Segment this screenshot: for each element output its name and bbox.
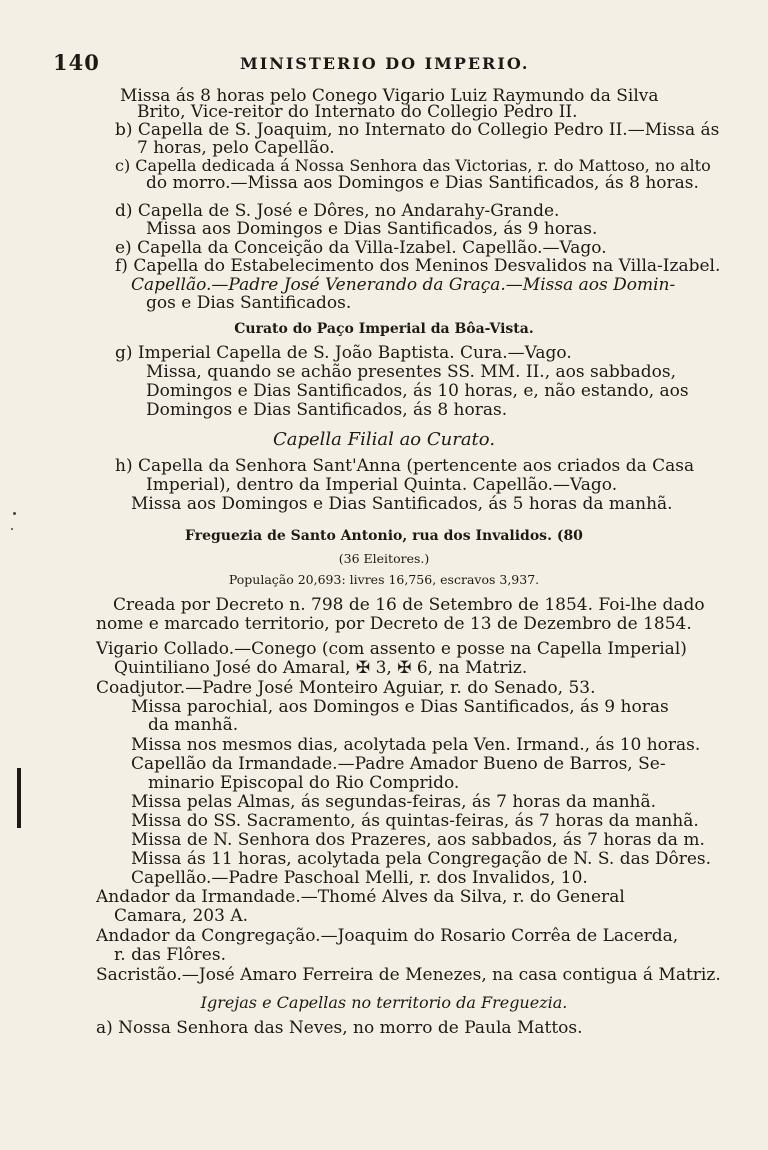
text-line: Domingos e Dias Santificados, ás 8 horas. [146,401,508,420]
text-line: g) Imperial Capella de S. João Baptista. Cura.—Vago. [115,344,572,363]
text-line: 7 horas, pelo Capellão. [137,139,335,158]
text-line: Andador da Congregação.—Joaquim do Rosario Corrêa de Lacerda, [96,927,679,946]
text-line: e) Capella da Conceição da Villa-Izabel. Capellão.—Vago. [115,239,607,258]
text-line: Andador da Irmandade.—Thomé Alves da Silva, r. do General [96,888,625,907]
scan-speck [11,528,13,530]
electors-count: (36 Eleitores.) [338,551,430,566]
text-line: Missa aos Domingos e Dias Santificados, ás 9 horas. [146,220,598,239]
text-line: Capellão.—Padre Paschoal Melli, r. dos Invalidos, 10. [131,869,588,888]
text-line: nome e marcado territorio, por Decreto de 13 de Dezembro de 1854. [96,615,692,634]
text-line: Missa de N. Senhora dos Prazeres, aos sabbados, ás 7 horas da m. [131,831,705,850]
text-line: h) Capella da Senhora Sant'Anna (pertencente aos criados da Casa [115,457,695,476]
text-line: do morro.—Missa aos Domingos e Dias Santificados, ás 8 horas. [146,174,699,193]
text-line: gos e Dias Santificados. [146,294,352,313]
running-header: MINISTERIO DO IMPERIO. [240,54,530,73]
text-line: Capellão.—Padre José Venerando da Graça.—Missa aos Domin- [131,276,676,295]
text-line: Vigario Collado.—Conego (com assento e posse na Capella Imperial) [96,640,687,659]
text-line: Missa parochial, aos Domingos e Dias Santificados, ás 9 horas [131,698,669,717]
text-line: Domingos e Dias Santificados, ás 10 horas, e, não estando, aos [146,382,689,401]
text-line: r. das Flôres. [114,946,226,965]
text-line: Sacristão.—José Amaro Ferreira de Menezes, na casa contigua á Matriz. [96,966,721,985]
text-line: b) Capella de S. Joaquim, no Internato do Collegio Pedro II.—Missa ás [115,121,720,140]
population-line: População 20,693: livres 16,756, escravos 3,937. [228,572,540,587]
text-line: Coadjutor.—Padre José Monteiro Aguiar, r. do Senado, 53. [96,679,596,698]
text-line: Capellão da Irmandade.—Padre Amador Bueno de Barros, Se- [131,755,666,774]
section-heading: Igrejas e Capellas no territorio da Freguezia. [200,993,568,1012]
text-line: Missa ás 11 horas, acolytada pela Congregação de N. S. das Dôres. [131,850,712,869]
parish-heading: Freguezia de Santo Antonio, rua dos Invalidos. (80 [185,528,583,544]
text-line: Missa nos mesmos dias, acolytada pela Ven. Irmand., ás 10 horas. [131,736,701,755]
text-line: da manhã. [148,716,239,735]
text-line: Brito, Vice-reitor do Internato do Collegio Pedro II. [137,103,578,122]
text-line: Missa, quando se achão presentes SS. MM. II., aos sabbados, [146,363,677,382]
section-heading: Curato do Paço Imperial da Bôa-Vista. [234,321,534,337]
text-line: a) Nossa Senhora das Neves, no morro de Paula Mattos. [96,1019,583,1038]
text-line: Missa pelas Almas, ás segundas-feiras, ás 7 horas da manhã. [131,793,657,812]
section-heading: Capella Filial ao Curato. [272,430,496,449]
text-line: Imperial), dentro da Imperial Quinta. Capellão.—Vago. [146,476,618,495]
text-line: f) Capella do Estabelecimento dos Meninos Desvalidos na Villa-Izabel. [115,257,721,276]
text-line: Camara, 203 A. [114,907,248,926]
scan-speck [13,512,16,515]
text-line: Creada por Decreto n. 798 de 16 de Setembro de 1854. Foi-lhe dado [113,596,705,615]
text-line: c) Capella dedicada á Nossa Senhora das Victorias, r. do Mattoso, no alto [115,156,711,175]
text-line: minario Episcopal do Rio Comprido. [148,774,460,793]
text-line: Missa do SS. Sacramento, ás quintas-feiras, ás 7 horas da manhã. [131,812,699,831]
text-line: d) Capella de S. José e Dôres, no Andarahy-Grande. [115,202,560,221]
scan-mark [17,768,21,828]
page-number: 140 [53,50,100,75]
text-line: Missa aos Domingos e Dias Santificados, ás 5 horas da manhã. [131,495,673,514]
text-line: Missa ás 8 horas pelo Conego Vigario Luiz Raymundo da Silva [120,87,659,106]
text-line: Quintiliano José do Amaral, ✠ 3, ✠ 6, na Matriz. [114,659,528,678]
